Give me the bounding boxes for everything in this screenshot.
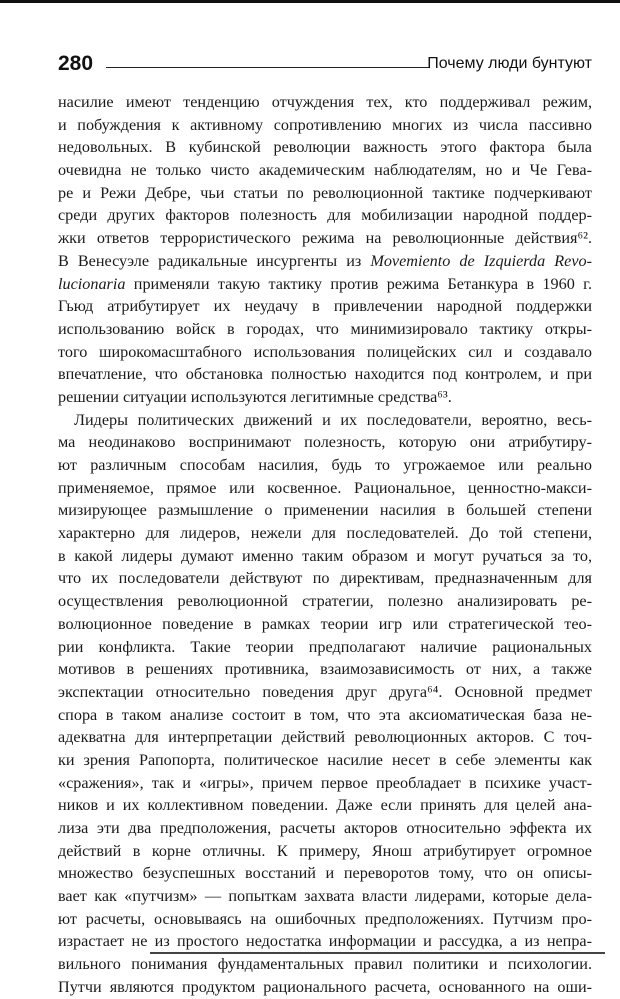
text-line: спора в таком анализе состоит в том, что эта аксиоматическая база не- xyxy=(58,705,592,724)
text-line: ют различным способам насилия, будь то угрожаемое или реально xyxy=(58,456,592,474)
text-line: ре и Режи Дебре, чьи статьи по революционной тактике подчеркивают xyxy=(58,183,592,202)
text-line: ма неодинаково воспринимают полезность, которую они атрибутиру- xyxy=(58,433,592,452)
text-line: вает как «путчизм» — попыткам захвата власти лидерами, которые дела- xyxy=(58,887,592,906)
text-line: ки зрения Рапопорта, политическое насилие несет в себе элементы как xyxy=(58,750,592,769)
text-line: вильного понимания фундаментальных правил политики и психологии. xyxy=(58,955,592,974)
text-line: ют расчеты, основываясь на ошибочных предположениях. Путчизм про- xyxy=(58,909,592,928)
text-line: и побуждения к активному сопротивлению многих из числа пассивно xyxy=(58,115,592,134)
text-line: адекватна для интерпретации действий революционных акторов. С точ- xyxy=(58,728,592,747)
text-line: использованию войск в городах, что минимизировало тактику откры- xyxy=(58,319,592,338)
text-line: экспектации относительно поведения друг друга⁶⁴. Основной предмет xyxy=(58,682,592,701)
text-line: действий в корне отличны. К примеру, Янош атрибутирует огромное xyxy=(58,841,592,860)
italic-term: Movemiento de Izquierda Revo- xyxy=(370,251,592,270)
running-title: Почему люди бунтуют xyxy=(427,55,592,72)
page-top-edge xyxy=(0,0,620,3)
text-line: рии конфликта. Такие теории предполагают наличие рациональных xyxy=(58,637,592,656)
text-line: недовольных. В кубинской революции важность этого фактора была xyxy=(58,138,592,157)
body-text xyxy=(58,91,592,999)
text-line: применяемое, прямое или косвенное. Рациональное, ценностно-макси- xyxy=(58,478,592,497)
text-line: lucionaria применяли такую тактику против режима Бетанкура в 1960 г. xyxy=(58,274,592,293)
text-line: насилие имеют тенденцию отчуждения тех, кто поддерживал режим, xyxy=(58,93,592,111)
text-line: израстает не из простого недостатка информации и рассудка, а из непра- xyxy=(58,932,592,951)
bottom-rule xyxy=(150,952,605,954)
text-line: того широкомасштабного использования полицейских сил и создавало xyxy=(58,342,592,361)
text-line: впечатление, что обстановка полностью находится под контролем, и при xyxy=(58,365,592,384)
text-line: решении ситуации используются легитимные средства⁶³. xyxy=(58,387,452,406)
page-header xyxy=(58,48,592,78)
text-line: мотивов в решениях противника, взаимозависимость от них, а также xyxy=(58,660,592,679)
text-line: что их последователи действуют по директивам, предназначенным для xyxy=(58,569,592,588)
text-line: мизирующее размышление о применении насилия в большей степени xyxy=(58,501,592,520)
header-rule xyxy=(106,67,430,68)
text-line: В Венесуэле радикальные инсургенты из Movemiento de Izquierda Revo- xyxy=(58,251,592,270)
text-line: «сражения», так и «игры», причем первое преобладает в психике участ- xyxy=(58,773,592,792)
text-line: ников и их коллективном поведении. Даже если принять для целей ана- xyxy=(58,796,592,815)
text-line: Гьюд атрибутирует их неудачу в привлечении народной поддержки xyxy=(58,297,592,316)
page-number: 280 xyxy=(58,52,94,75)
text-line: волюционное поведение в рамках теории игр или стратегической тео- xyxy=(58,614,592,633)
text-line: характерно для лидеров, нежели для последователей. До той степени, xyxy=(58,524,592,543)
text-line: множество безуспешных восстаний и переворотов тому, что он описы- xyxy=(58,864,592,883)
text-line: осуществления революционной стратегии, полезно анализировать ре- xyxy=(58,592,592,611)
text-line: среди других факторов полезность для мобилизации народной поддер- xyxy=(58,206,592,225)
text-line: очевидна не только чисто академическим наблюдателям, но и Че Гева- xyxy=(58,161,592,180)
text-line: жки ответов террористического режима на революционные действия⁶². xyxy=(58,229,592,248)
text-line: Путчи являются продуктом рационального расчета, основанного на оши- xyxy=(58,977,592,996)
text-line: в какой лидеры думают именно таким образом и могут ручаться за то, xyxy=(58,546,592,565)
text-line: лиза эти два предположения, расчеты акторов относительно эффекта их xyxy=(58,819,592,837)
italic-term: lucionaria xyxy=(58,274,126,293)
text-line: Лидеры политических движений и их последователи, вероятно, весь- xyxy=(74,410,592,429)
